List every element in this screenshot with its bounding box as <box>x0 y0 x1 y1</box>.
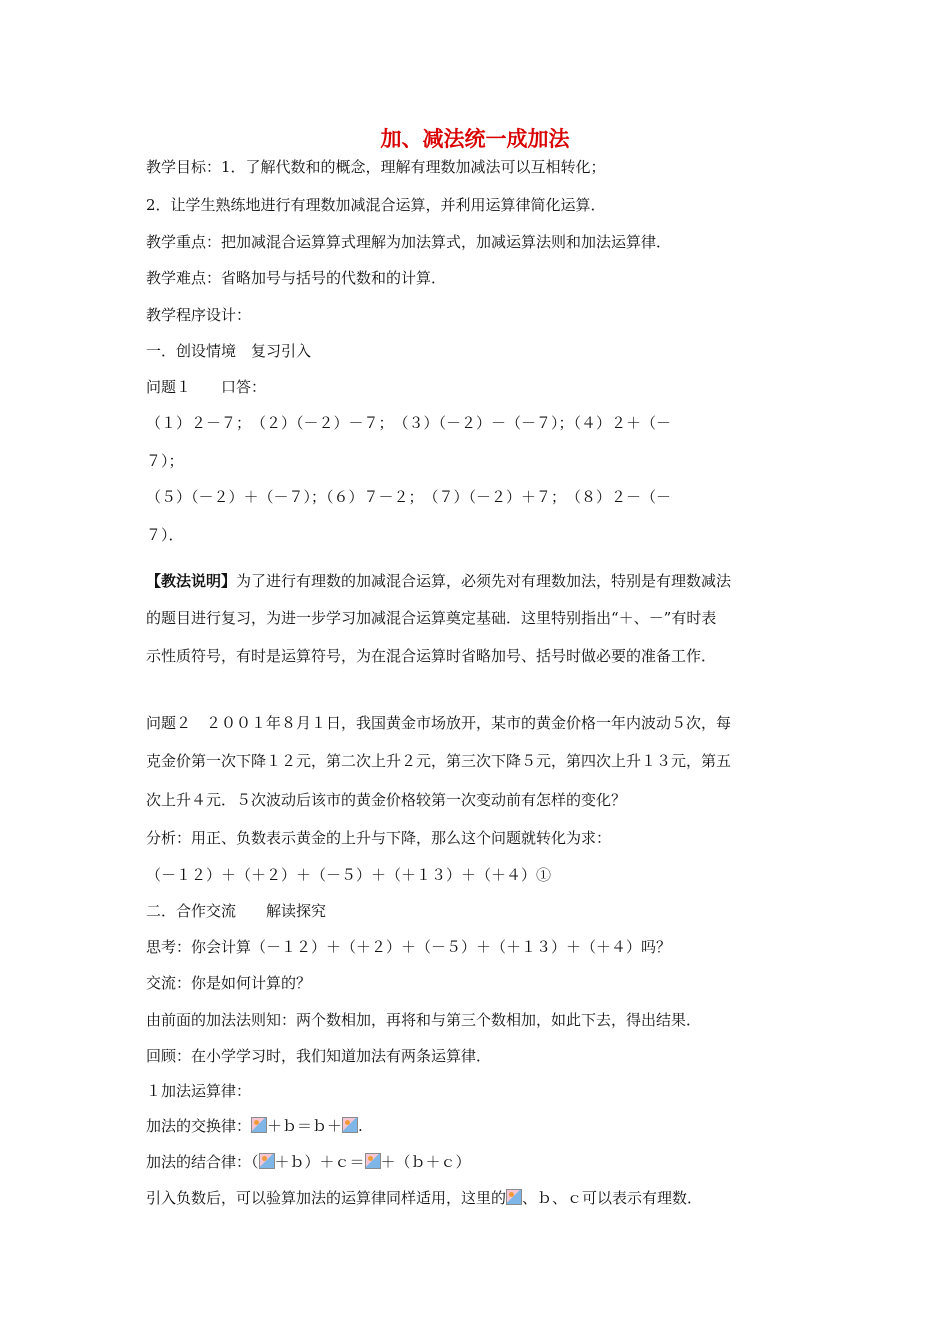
q1-row-2-continued: ７）． <box>146 526 184 544</box>
procedure: 教学程序设计： <box>146 306 252 324</box>
method-note-line-2: 的题目进行复习，为进一步学习加减混合运算奠定基础．这里特别指出“＋、－”有时表 <box>146 609 717 627</box>
commutative-law <box>146 1116 363 1136</box>
objective-2: 2．让学生熟练地进行有理数加减混合运算，并利用运算律简化运算． <box>146 196 606 214</box>
method-note-text: 为了进行有理数的加减混合运算，必须先对有理数加法，特别是有理数减法 <box>236 572 732 590</box>
negative-note-start: 引入负数后，可以验算加法的运算律同样适用，这里的 <box>146 1189 507 1207</box>
negative-numbers-note <box>146 1188 702 1208</box>
negative-note-end: 、ｂ、ｃ可以表示有理数． <box>522 1189 703 1207</box>
question-2-line-3: 次上升４元．５次波动后该市的黄金价格较第一次变动前有怎样的变化？ <box>146 791 627 809</box>
method-note-label: 【教法说明】 <box>146 572 237 590</box>
associative-law <box>146 1152 471 1172</box>
commutative-end: . <box>358 1117 363 1135</box>
think: 思考：你会计算（－１２）＋（＋２）＋（－５）＋（＋１３）＋（＋４）吗？ <box>146 938 672 956</box>
q1-row-1: （１）２－７； （２）（－２）－７； （３）（－２）－（－７）；（４）２＋（－ <box>146 414 672 432</box>
q1-row-1-continued: ７）； <box>146 452 184 470</box>
question-2-line-1: 问题２ ２００１年８月１日，我国黄金市场放开，某市的黄金价格一年内波动５次，每 <box>146 714 732 732</box>
key-point: 教学重点：把加减混合运算算式理解为加法算式，加减运算法则和加法运算律． <box>146 233 672 251</box>
section-heading-1: 一．创设情境 复习引入 <box>146 342 312 360</box>
section-heading-2: 二．合作交流 解读探究 <box>146 902 327 920</box>
expression-1: （－１２）＋（＋２）＋（－５）＋（＋１３）＋（＋４）① <box>146 866 552 884</box>
variable-a-image-icon <box>342 1117 358 1133</box>
variable-a-image-icon <box>259 1153 275 1169</box>
addition-rule: 由前面的加法法则知：两个数相加，再将和与第三个数相加，如此下去，得出结果． <box>146 1011 702 1029</box>
associative-end: ＋（ｂ＋ｃ） <box>380 1153 471 1171</box>
variable-a-image-icon <box>365 1153 381 1169</box>
question-1: 问题１ 口答： <box>146 378 267 396</box>
analysis: 分析：用正、负数表示黄金的上升与下降，那么这个问题就转化为求： <box>146 829 612 847</box>
q1-row-2: （５）（－２）＋（－７）；（６）７－２； （７）（－２）＋７； （８）２－（－ <box>146 488 672 506</box>
commutative-expr: ＋ｂ＝ｂ＋ <box>267 1117 343 1135</box>
associative-mid: ＋ｂ）＋ｃ＝ <box>274 1153 365 1171</box>
question-2-line-2: 克金价第一次下降１２元，第二次上升２元，第三次下降５元，第四次上升１３元，第五 <box>146 752 732 770</box>
difficulty: 教学难点：省略加号与括号的代数和的计算． <box>146 269 447 287</box>
associative-open: （ <box>251 1153 259 1171</box>
page-title: 加、减法统一成加法 <box>380 127 570 151</box>
review: 回顾：在小学学习时，我们知道加法有两条运算律． <box>146 1047 492 1065</box>
variable-a-image-icon <box>506 1189 522 1205</box>
method-note-line-1 <box>146 571 731 591</box>
exchange: 交流：你是如何计算的？ <box>146 974 312 992</box>
associative-label: 加法的结合律： <box>146 1153 252 1171</box>
laws-heading: １加法运算律： <box>146 1082 252 1100</box>
objective-1: 教学目标：1．了解代数和的概念，理解有理数加减法可以互相转化； <box>146 158 606 176</box>
variable-a-image-icon <box>251 1117 267 1133</box>
method-note-line-3: 示性质符号，有时是运算符号，为在混合运算时省略加号、括号时做必要的准备工作． <box>146 647 717 665</box>
commutative-label: 加法的交换律： <box>146 1117 252 1135</box>
